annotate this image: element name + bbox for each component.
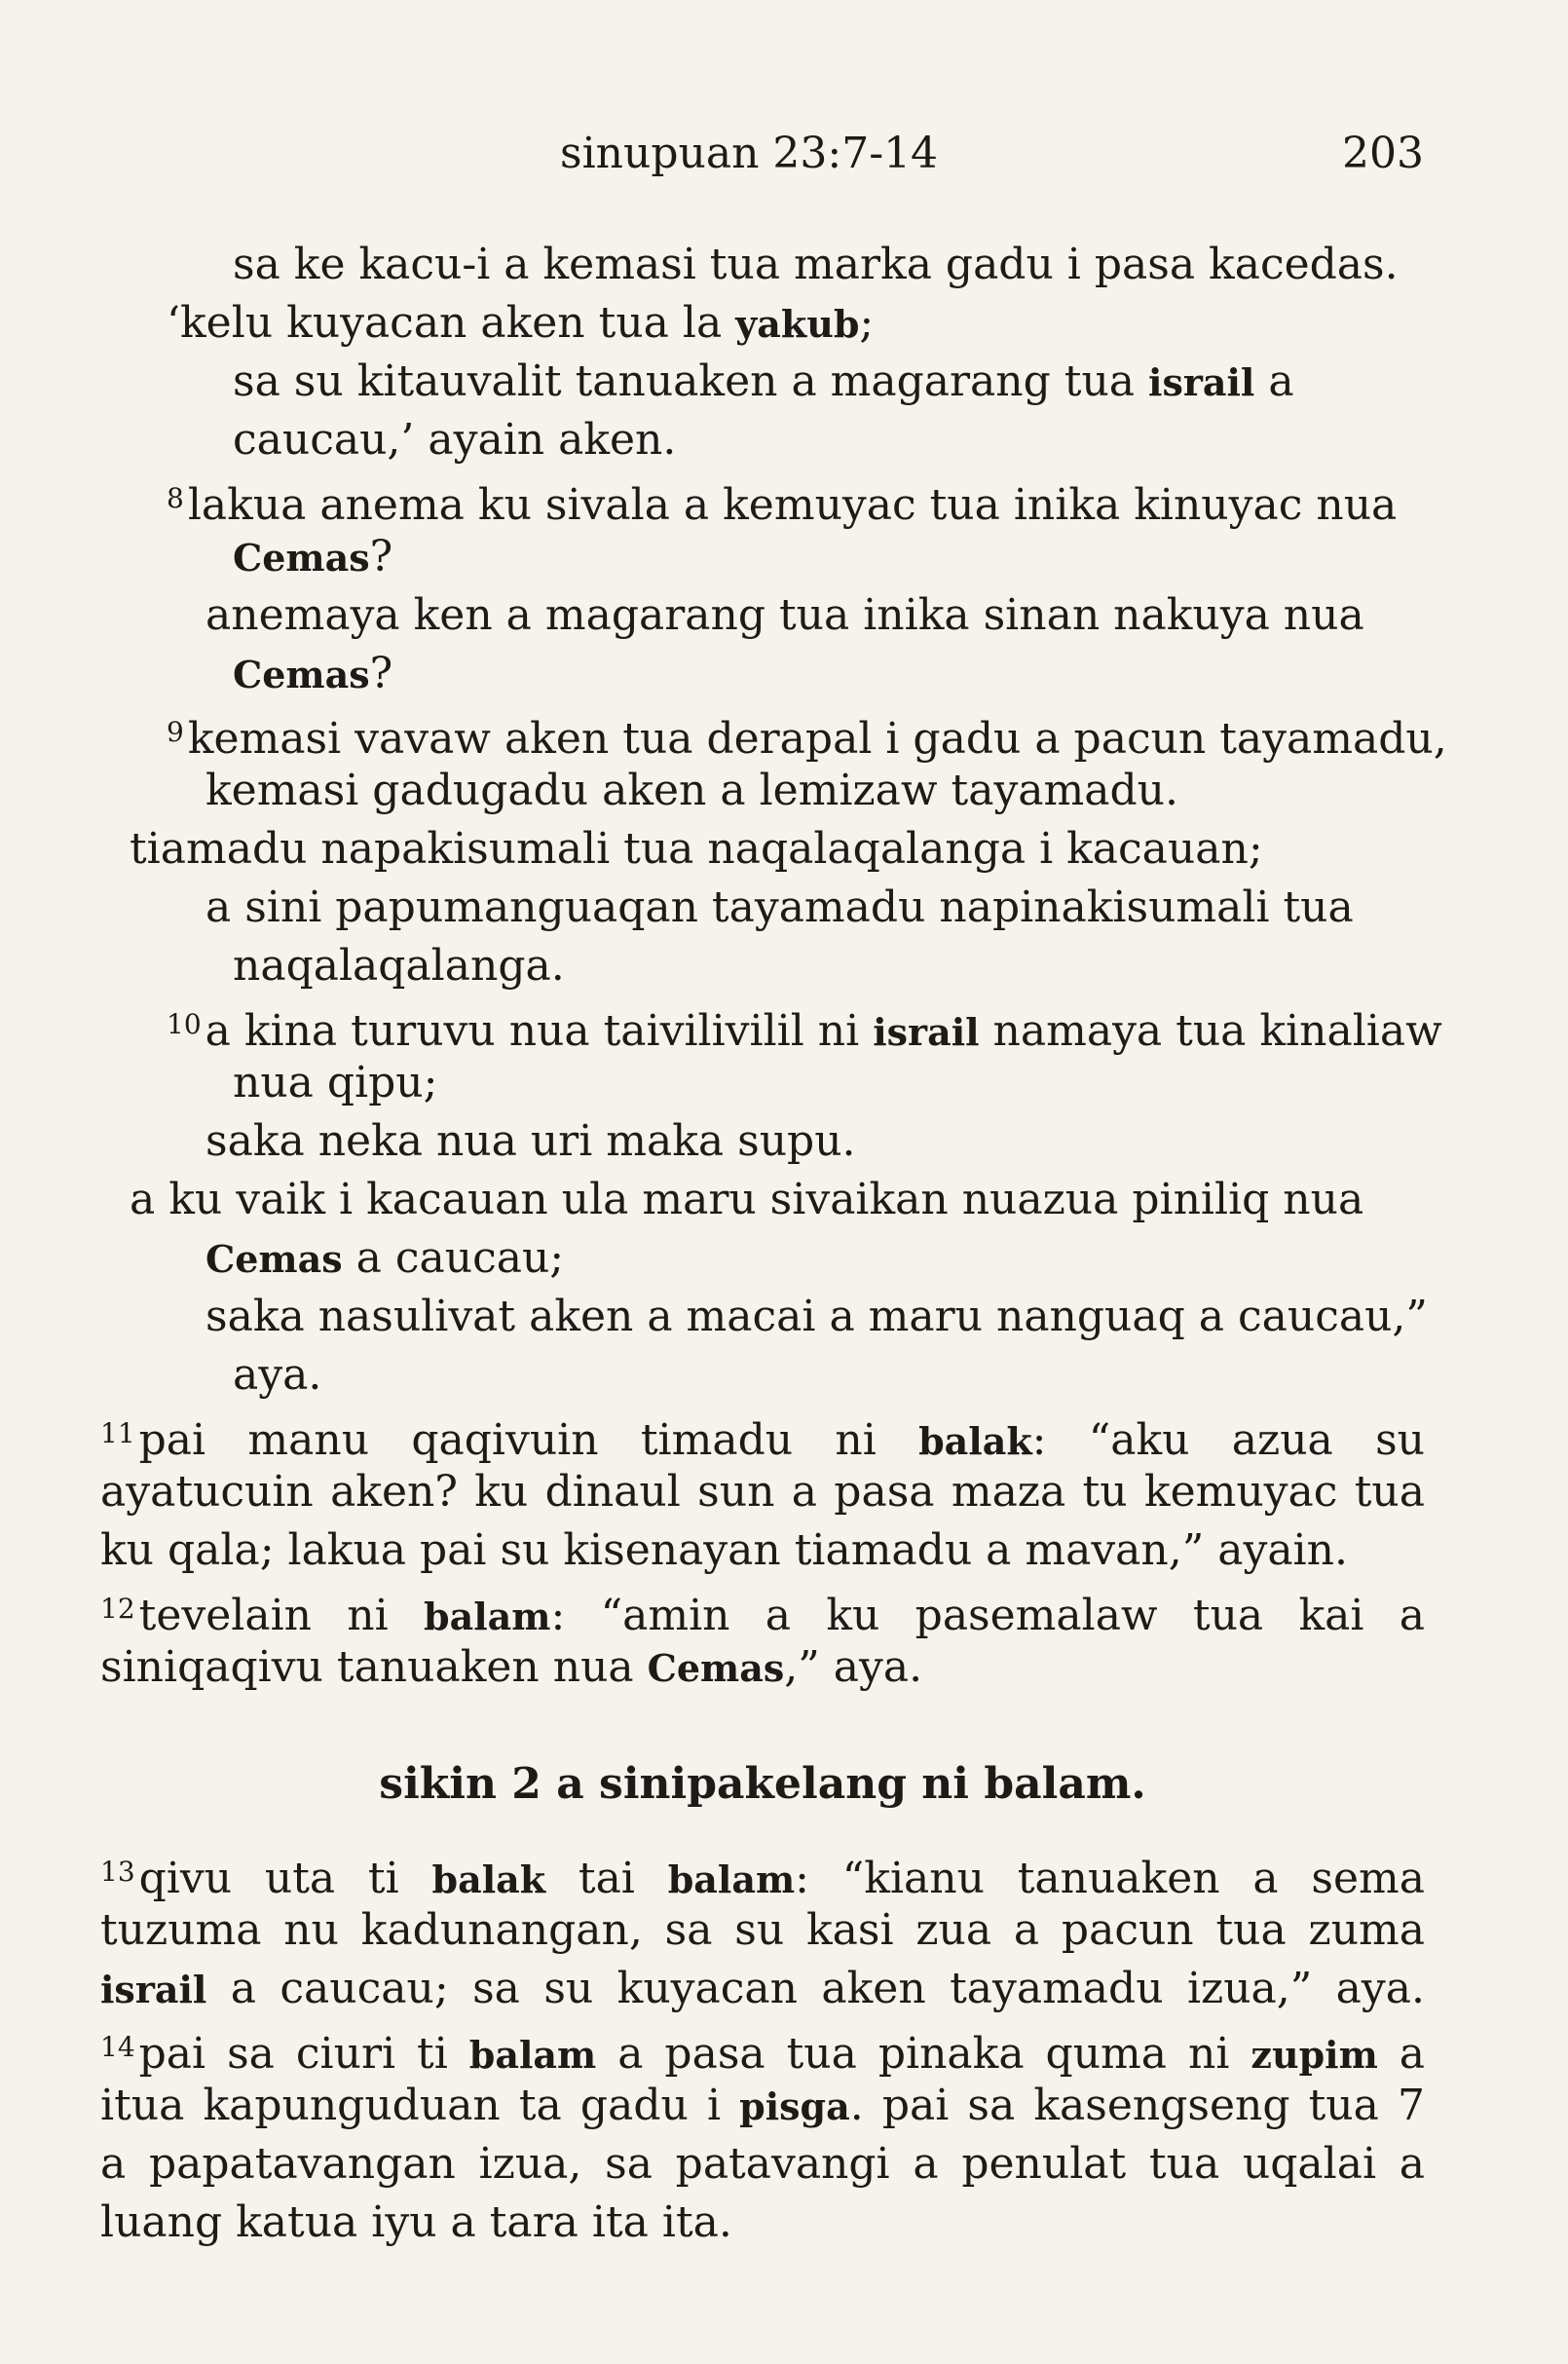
prose-line [100, 1843, 1425, 1901]
text-run: a [1254, 356, 1294, 406]
text-run: . pai sa kasengseng tua 7 [849, 2081, 1425, 2130]
text-run: a caucau; sa su kuyacan aken tayamadu izua,” aya. [206, 1964, 1425, 2013]
text-run: ? [369, 649, 393, 698]
body-text [100, 236, 1447, 2252]
name-balam: balam [667, 1857, 796, 1901]
text-run: tai [545, 1854, 668, 1903]
verse-line: saka nasulivat aken a macai a maru nanguaq a caucau,” [205, 1292, 1428, 1341]
page-header [0, 125, 1568, 183]
name-cemas: Cemas [647, 1646, 785, 1690]
verse-line [100, 353, 1425, 411]
verse-number: 14 [100, 2031, 135, 2063]
verse-number: 13 [100, 1856, 135, 1888]
name-balak: balak [918, 1419, 1032, 1463]
text-run: siniqaqivu tanuaken nua [100, 1642, 648, 1692]
text-run: namaya tua kinaliaw [979, 1006, 1442, 1056]
running-head: sinupuan 23:7-14 [560, 129, 939, 178]
verse-line [100, 294, 1425, 353]
prose-line: ku qala; lakua pai su kisenayan tiamadu a mavan,” ayain. [100, 1525, 1348, 1575]
name-balam: balam [468, 2033, 597, 2077]
text-run: pai sa ciuri ti [138, 2029, 469, 2079]
text-run: pai manu qaqivuin timadu ni [138, 1415, 919, 1465]
name-cemas: Cemas [233, 653, 370, 696]
text-run: qivu uta ti [138, 1854, 432, 1903]
text-run: : “amin a ku pasemalaw tua kai a [550, 1591, 1425, 1640]
name-cemas: Cemas [233, 536, 370, 580]
verse-line: kemasi gadugadu aken a lemizaw tayamadu. [205, 766, 1178, 815]
name-zupim: zupim [1251, 2033, 1378, 2077]
verse-number: 8 [167, 482, 184, 514]
name-yakub: yakub [735, 302, 860, 346]
prose-line: ayatucuin aken? ku dinaul sun a pasa maza tu kemuyac tua [100, 1467, 1425, 1517]
name-balam: balam [424, 1595, 551, 1638]
prose-line: luang katua iyu a tara ita ita. [100, 2197, 732, 2247]
text-run: : “kianu tanuaken a sema [795, 1854, 1425, 1903]
text-run: sa su kitauvalit tanuaken a magarang tua [233, 356, 1149, 406]
text-run: a caucau; [342, 1233, 565, 1283]
text-run: kemasi vavaw aken tua derapal i gadu a pacun tayamadu, [187, 714, 1447, 764]
name-israil: israil [1148, 360, 1255, 404]
name-pisga: pisga [739, 2084, 850, 2128]
name-balak: balak [431, 1857, 546, 1901]
text-run: a [1377, 2029, 1426, 2079]
text-run: a kina turuvu nua taivilivilil ni [205, 1006, 874, 1056]
verse-line [100, 1229, 1425, 1288]
verse-line: nua qipu; [233, 1058, 438, 1107]
verse-number: 11 [100, 1417, 135, 1449]
verse-line: anemaya ken a magarang tua inika sinan nakuya nua [205, 590, 1364, 640]
verse-line [100, 995, 1442, 1056]
text-run: ,” aya. [784, 1642, 923, 1692]
verse-line [100, 645, 1425, 703]
verse-line: sa ke kacu-i a kemasi tua marka gadu i pasa kacedas. [233, 240, 1399, 289]
verse-line: saka neka nua uri maka supu. [205, 1116, 856, 1166]
verse-line: tiamadu napakisumali tua naqalaqalanga i kacauan; [130, 824, 1263, 874]
verse-number: 10 [167, 1008, 202, 1040]
text-run: a pasa tua pinaka quma ni [596, 2029, 1251, 2079]
verse-number: 9 [167, 716, 184, 748]
text-run: tevelain ni [138, 1591, 425, 1640]
prose-line [100, 1638, 1425, 1697]
verse-line [100, 703, 1447, 764]
prose-line [100, 2018, 1425, 2077]
verse-number: 12 [100, 1593, 135, 1625]
prose-line [100, 1405, 1425, 1463]
prose-line [100, 2077, 1425, 2135]
verse-line: a ku vaik i kacauan ula maru sivaikan nuazua piniliq nua [130, 1175, 1364, 1224]
name-cemas: Cemas [205, 1237, 343, 1281]
name-israil: israil [873, 1010, 980, 1054]
text-run: ‘kelu kuyacan aken tua la [167, 298, 736, 348]
verse-line [100, 528, 1425, 586]
verse-line: aya. [233, 1350, 322, 1400]
verse-line: naqalaqalanga. [233, 941, 565, 991]
verse-line [100, 469, 1425, 528]
prose-line [100, 1580, 1425, 1638]
text-run: ? [369, 532, 393, 582]
prose-line [100, 1960, 1425, 2018]
text-run: : “aku azua su [1031, 1415, 1425, 1465]
verse-line: a sini papumanguaqan tayamadu napinakisumali tua [205, 882, 1354, 932]
text-run: ; [859, 298, 875, 348]
name-israil: israil [100, 1968, 207, 2011]
verse-line: caucau,’ ayain aken. [233, 415, 677, 465]
text-run: itua kapunguduan ta gadu i [100, 2081, 740, 2130]
page-number: 203 [1342, 129, 1424, 178]
prose-line: tuzuma nu kadunangan, sa su kasi zua a pacun tua zuma [100, 1905, 1425, 1955]
prose-line: a papatavangan izua, sa patavangi a penulat tua uqalai a [100, 2139, 1425, 2189]
section-heading: sikin 2 a sinipakelang ni balam. [379, 1759, 1146, 1809]
text-run: lakua anema ku sivala a kemuyac tua inika kinuyac nua [187, 480, 1398, 530]
